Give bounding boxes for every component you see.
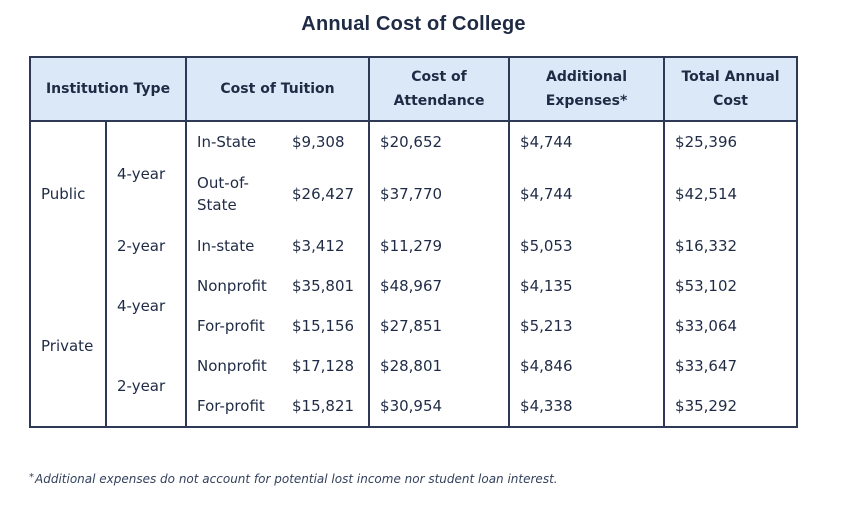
row-subtype: In-State (186, 121, 282, 162)
header-cost-of-attendance: Cost of Attendance (369, 57, 509, 121)
cell-tuition: $9,308 (292, 133, 345, 151)
table-row (30, 266, 797, 306)
cell-total: $35,292 (664, 386, 797, 427)
cell-attendance: $20,652 (369, 121, 509, 162)
footnote-text: Additional expenses do not account for potential lost income nor student loan interest. (35, 472, 558, 486)
header-total-annual-cost: Total Annual Cost (664, 57, 797, 121)
table-row (30, 121, 797, 162)
header-institution-type: Institution Type (30, 57, 186, 121)
cell-attendance: $48,967 (369, 266, 509, 306)
page-title: Annual Cost of College (301, 13, 526, 35)
cell-tuition: $17,128 (292, 357, 355, 375)
cell-total: $33,647 (664, 346, 797, 386)
cell-additional: $4,744 (509, 162, 664, 226)
table-header-row (30, 57, 797, 121)
cell-tuition: $3,412 (292, 237, 345, 255)
cell-tuition: $15,156 (292, 317, 355, 335)
table-row (30, 346, 797, 386)
cell-additional: $4,846 (509, 346, 664, 386)
cell-attendance: $11,279 (369, 226, 509, 266)
row-subtype: For-profit (186, 386, 282, 427)
cell-total: $42,514 (664, 162, 797, 226)
cell-tuition: $15,821 (292, 397, 355, 415)
group-private: Private (41, 337, 94, 355)
cell-attendance: $28,801 (369, 346, 509, 386)
header-cost-of-tuition: Cost of Tuition (186, 57, 369, 121)
cell-additional: $4,744 (509, 121, 664, 162)
cell-tuition: $35,801 (292, 277, 355, 295)
group-public: Public (41, 185, 86, 203)
cell-additional: $4,338 (509, 386, 664, 427)
cell-total: $33,064 (664, 306, 797, 346)
row-subtype: In-state (186, 226, 282, 266)
group-public-2year: 2-year (106, 226, 186, 266)
cell-total: $16,332 (664, 226, 797, 266)
cost-table (29, 56, 798, 428)
row-subtype: For-profit (186, 306, 282, 346)
footnote (29, 472, 558, 486)
cell-attendance: $30,954 (369, 386, 509, 427)
cell-additional: $4,135 (509, 266, 664, 306)
cell-attendance: $37,770 (369, 162, 509, 226)
cell-total: $25,396 (664, 121, 797, 162)
cell-additional: $5,053 (509, 226, 664, 266)
row-subtype: Out-of-State (186, 162, 282, 226)
cell-additional: $5,213 (509, 306, 664, 346)
cell-attendance: $27,851 (369, 306, 509, 346)
header-additional-expenses: Additional Expenses* (509, 57, 664, 121)
group-private-2year: 2-year (106, 346, 186, 427)
table-row (30, 226, 797, 266)
group-public-4year: 4-year (106, 121, 186, 226)
footnote-marker: * (29, 472, 34, 483)
row-subtype: Nonprofit (186, 346, 282, 386)
group-private-4year: 4-year (106, 266, 186, 346)
row-subtype: Nonprofit (186, 266, 282, 306)
cell-total: $53,102 (664, 266, 797, 306)
cell-tuition: $26,427 (292, 185, 355, 203)
